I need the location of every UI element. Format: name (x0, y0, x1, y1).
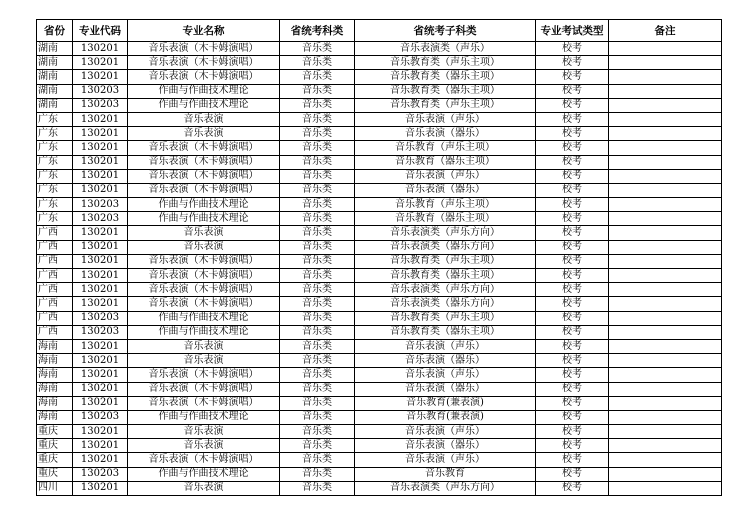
table-row (37, 183, 722, 197)
exam-type-cell: 校考 (536, 169, 609, 183)
major-name-cell: 音乐表演 (128, 439, 280, 453)
province-cell: 海南 (37, 368, 73, 382)
exam-category-cell: 音乐类 (280, 425, 355, 439)
exam-category-cell: 音乐类 (280, 70, 355, 84)
exam-type-cell: 校考 (536, 112, 609, 126)
province-cell: 广东 (37, 198, 73, 212)
major-name-cell: 音乐表演（木卡姆演唱） (128, 169, 280, 183)
province-cell: 广西 (37, 311, 73, 325)
table-row (37, 354, 722, 368)
major-code-cell: 130201 (73, 112, 128, 126)
exam-subcategory-cell: 音乐教育(兼表演) (355, 396, 536, 410)
exam-type-cell: 校考 (536, 382, 609, 396)
remarks-cell (609, 283, 722, 297)
major-code-cell: 130203 (73, 311, 128, 325)
major-code-cell: 130201 (73, 396, 128, 410)
exam-type-cell: 校考 (536, 84, 609, 98)
major-code-cell: 130201 (73, 127, 128, 141)
exam-subcategory-cell: 音乐教育类（声乐主项） (355, 254, 536, 268)
exam-type-cell: 校考 (536, 339, 609, 353)
exam-subcategory-cell: 音乐教育（声乐主项） (355, 198, 536, 212)
exam-subcategory-cell: 音乐教育（器乐主项） (355, 212, 536, 226)
exam-type-cell: 校考 (536, 212, 609, 226)
major-code-cell: 130201 (73, 70, 128, 84)
exam-subcategory-cell: 音乐表演类（声乐方向） (355, 226, 536, 240)
province-cell: 湖南 (37, 42, 73, 56)
remarks-cell (609, 368, 722, 382)
exam-category-cell: 音乐类 (280, 467, 355, 481)
major-code-cell: 130201 (73, 226, 128, 240)
remarks-cell (609, 212, 722, 226)
exam-subcategory-cell: 音乐教育（器乐主项） (355, 155, 536, 169)
exam-type-cell: 校考 (536, 127, 609, 141)
remarks-cell (609, 226, 722, 240)
major-code-cell: 130201 (73, 240, 128, 254)
exam-type-cell: 校考 (536, 467, 609, 481)
exam-category-cell: 音乐类 (280, 198, 355, 212)
exam-type-cell: 校考 (536, 325, 609, 339)
admissions-table (36, 19, 722, 496)
major-name-cell: 作曲与作曲技术理论 (128, 410, 280, 424)
exam-type-cell: 校考 (536, 410, 609, 424)
remarks-cell (609, 254, 722, 268)
major-name-cell: 作曲与作曲技术理论 (128, 311, 280, 325)
major-name-cell: 音乐表演（木卡姆演唱） (128, 283, 280, 297)
table-row (37, 339, 722, 353)
exam-type-cell: 校考 (536, 425, 609, 439)
remarks-cell (609, 425, 722, 439)
remarks-cell (609, 481, 722, 495)
exam-category-cell: 音乐类 (280, 439, 355, 453)
exam-subcategory-cell: 音乐教育 (355, 467, 536, 481)
table-row (37, 169, 722, 183)
exam-type-cell: 校考 (536, 155, 609, 169)
table-row (37, 283, 722, 297)
major-code-cell: 130203 (73, 467, 128, 481)
remarks-cell (609, 42, 722, 56)
exam-type-cell: 校考 (536, 368, 609, 382)
major-name-cell: 音乐表演 (128, 354, 280, 368)
exam-subcategory-cell: 音乐表演类（器乐方向） (355, 240, 536, 254)
major-name-cell: 音乐表演 (128, 425, 280, 439)
exam-category-cell: 音乐类 (280, 84, 355, 98)
exam-category-cell: 音乐类 (280, 56, 355, 70)
province-cell: 重庆 (37, 467, 73, 481)
major-code-cell: 130203 (73, 198, 128, 212)
major-name-cell: 音乐表演（木卡姆演唱） (128, 254, 280, 268)
exam-category-cell: 音乐类 (280, 269, 355, 283)
table-row (37, 382, 722, 396)
table-row (37, 98, 722, 112)
major-name-cell: 作曲与作曲技术理论 (128, 84, 280, 98)
exam-category-cell: 音乐类 (280, 410, 355, 424)
table-row (37, 127, 722, 141)
province-cell: 广东 (37, 155, 73, 169)
exam-subcategory-cell: 音乐表演（声乐） (355, 112, 536, 126)
remarks-cell (609, 467, 722, 481)
table-row (37, 84, 722, 98)
major-name-cell: 音乐表演（木卡姆演唱） (128, 396, 280, 410)
major-name-cell: 作曲与作曲技术理论 (128, 467, 280, 481)
major-name-cell: 作曲与作曲技术理论 (128, 325, 280, 339)
table-row (37, 56, 722, 70)
province-cell: 重庆 (37, 453, 73, 467)
exam-category-cell: 音乐类 (280, 141, 355, 155)
table-row (37, 481, 722, 495)
remarks-cell (609, 84, 722, 98)
header-exam-category: 省统考科类 (280, 20, 355, 42)
major-code-cell: 130201 (73, 453, 128, 467)
major-name-cell: 音乐表演（木卡姆演唱） (128, 42, 280, 56)
remarks-cell (609, 155, 722, 169)
province-cell: 广东 (37, 127, 73, 141)
table-row (37, 311, 722, 325)
major-code-cell: 130201 (73, 42, 128, 56)
table-row (37, 467, 722, 481)
remarks-cell (609, 410, 722, 424)
remarks-cell (609, 169, 722, 183)
major-code-cell: 130201 (73, 269, 128, 283)
major-code-cell: 130201 (73, 254, 128, 268)
table-row (37, 112, 722, 126)
province-cell: 广西 (37, 226, 73, 240)
province-cell: 广西 (37, 269, 73, 283)
major-name-cell: 音乐表演 (128, 127, 280, 141)
exam-category-cell: 音乐类 (280, 453, 355, 467)
major-code-cell: 130201 (73, 155, 128, 169)
remarks-cell (609, 354, 722, 368)
remarks-cell (609, 325, 722, 339)
remarks-cell (609, 56, 722, 70)
major-name-cell: 音乐表演（木卡姆演唱） (128, 70, 280, 84)
major-name-cell: 音乐表演（木卡姆演唱） (128, 155, 280, 169)
remarks-cell (609, 396, 722, 410)
remarks-cell (609, 297, 722, 311)
table-row (37, 212, 722, 226)
province-cell: 海南 (37, 339, 73, 353)
remarks-cell (609, 141, 722, 155)
exam-category-cell: 音乐类 (280, 481, 355, 495)
province-cell: 湖南 (37, 84, 73, 98)
exam-subcategory-cell: 音乐表演（器乐） (355, 354, 536, 368)
province-cell: 四川 (37, 481, 73, 495)
major-code-cell: 130201 (73, 183, 128, 197)
province-cell: 广东 (37, 183, 73, 197)
table-row (37, 439, 722, 453)
table-row (37, 198, 722, 212)
table-row (37, 141, 722, 155)
table-row (37, 240, 722, 254)
exam-subcategory-cell: 音乐表演（声乐） (355, 169, 536, 183)
province-cell: 广东 (37, 212, 73, 226)
table-row (37, 325, 722, 339)
exam-category-cell: 音乐类 (280, 127, 355, 141)
major-code-cell: 130201 (73, 439, 128, 453)
exam-category-cell: 音乐类 (280, 283, 355, 297)
header-remarks: 备注 (609, 20, 722, 42)
major-code-cell: 130201 (73, 283, 128, 297)
table-row (37, 70, 722, 84)
province-cell: 广西 (37, 254, 73, 268)
table-row (37, 42, 722, 56)
exam-type-cell: 校考 (536, 183, 609, 197)
major-name-cell: 音乐表演（木卡姆演唱） (128, 297, 280, 311)
major-name-cell: 音乐表演 (128, 240, 280, 254)
exam-type-cell: 校考 (536, 269, 609, 283)
header-exam-subcategory: 省统考子科类 (355, 20, 536, 42)
remarks-cell (609, 269, 722, 283)
major-code-cell: 130201 (73, 382, 128, 396)
exam-type-cell: 校考 (536, 226, 609, 240)
exam-type-cell: 校考 (536, 56, 609, 70)
major-name-cell: 音乐表演 (128, 481, 280, 495)
province-cell: 重庆 (37, 425, 73, 439)
remarks-cell (609, 339, 722, 353)
remarks-cell (609, 382, 722, 396)
province-cell: 湖南 (37, 98, 73, 112)
exam-subcategory-cell: 音乐教育（声乐主项） (355, 141, 536, 155)
province-cell: 海南 (37, 410, 73, 424)
exam-category-cell: 音乐类 (280, 226, 355, 240)
exam-type-cell: 校考 (536, 254, 609, 268)
exam-type-cell: 校考 (536, 297, 609, 311)
province-cell: 广西 (37, 283, 73, 297)
province-cell: 海南 (37, 382, 73, 396)
province-cell: 广东 (37, 112, 73, 126)
exam-subcategory-cell: 音乐教育类（器乐主项） (355, 70, 536, 84)
exam-category-cell: 音乐类 (280, 297, 355, 311)
header-major-name: 专业名称 (128, 20, 280, 42)
exam-category-cell: 音乐类 (280, 254, 355, 268)
exam-category-cell: 音乐类 (280, 240, 355, 254)
table-row (37, 453, 722, 467)
exam-subcategory-cell: 音乐教育类（声乐主项） (355, 98, 536, 112)
exam-type-cell: 校考 (536, 141, 609, 155)
major-code-cell: 130203 (73, 212, 128, 226)
major-name-cell: 音乐表演（木卡姆演唱） (128, 269, 280, 283)
exam-subcategory-cell: 音乐教育类（声乐主项） (355, 311, 536, 325)
exam-subcategory-cell: 音乐表演类（器乐方向） (355, 297, 536, 311)
major-name-cell: 音乐表演 (128, 226, 280, 240)
exam-category-cell: 音乐类 (280, 183, 355, 197)
exam-subcategory-cell: 音乐表演（器乐） (355, 439, 536, 453)
exam-type-cell: 校考 (536, 283, 609, 297)
remarks-cell (609, 240, 722, 254)
province-cell: 重庆 (37, 439, 73, 453)
province-cell: 海南 (37, 396, 73, 410)
major-code-cell: 130201 (73, 354, 128, 368)
exam-type-cell: 校考 (536, 42, 609, 56)
major-code-cell: 130201 (73, 368, 128, 382)
major-name-cell: 音乐表演（木卡姆演唱） (128, 56, 280, 70)
exam-category-cell: 音乐类 (280, 212, 355, 226)
header-exam-type: 专业考试类型 (536, 20, 609, 42)
table-row (37, 410, 722, 424)
exam-subcategory-cell: 音乐教育类（器乐主项） (355, 84, 536, 98)
major-code-cell: 130201 (73, 481, 128, 495)
exam-type-cell: 校考 (536, 396, 609, 410)
exam-subcategory-cell: 音乐表演（器乐） (355, 127, 536, 141)
exam-subcategory-cell: 音乐表演类（声乐） (355, 42, 536, 56)
major-code-cell: 130203 (73, 325, 128, 339)
major-name-cell: 音乐表演 (128, 339, 280, 353)
exam-category-cell: 音乐类 (280, 396, 355, 410)
exam-subcategory-cell: 音乐表演类（声乐方向） (355, 283, 536, 297)
exam-type-cell: 校考 (536, 311, 609, 325)
province-cell: 广东 (37, 141, 73, 155)
exam-category-cell: 音乐类 (280, 311, 355, 325)
exam-subcategory-cell: 音乐教育(兼表演) (355, 410, 536, 424)
exam-category-cell: 音乐类 (280, 98, 355, 112)
remarks-cell (609, 183, 722, 197)
exam-type-cell: 校考 (536, 98, 609, 112)
remarks-cell (609, 453, 722, 467)
major-name-cell: 音乐表演（木卡姆演唱） (128, 368, 280, 382)
major-code-cell: 130201 (73, 169, 128, 183)
major-code-cell: 130203 (73, 84, 128, 98)
major-name-cell: 音乐表演（木卡姆演唱） (128, 453, 280, 467)
major-code-cell: 130201 (73, 339, 128, 353)
table-row (37, 155, 722, 169)
exam-subcategory-cell: 音乐教育类（声乐主项） (355, 56, 536, 70)
exam-category-cell: 音乐类 (280, 325, 355, 339)
remarks-cell (609, 98, 722, 112)
major-name-cell: 音乐表演（木卡姆演唱） (128, 183, 280, 197)
exam-category-cell: 音乐类 (280, 339, 355, 353)
exam-category-cell: 音乐类 (280, 382, 355, 396)
header-major-code: 专业代码 (73, 20, 128, 42)
exam-subcategory-cell: 音乐表演（器乐） (355, 183, 536, 197)
exam-type-cell: 校考 (536, 354, 609, 368)
exam-category-cell: 音乐类 (280, 155, 355, 169)
province-cell: 广西 (37, 325, 73, 339)
exam-type-cell: 校考 (536, 198, 609, 212)
remarks-cell (609, 127, 722, 141)
remarks-cell (609, 198, 722, 212)
major-name-cell: 音乐表演（木卡姆演唱） (128, 141, 280, 155)
table-row (37, 368, 722, 382)
exam-subcategory-cell: 音乐表演（声乐） (355, 453, 536, 467)
province-cell: 海南 (37, 354, 73, 368)
major-code-cell: 130203 (73, 410, 128, 424)
province-cell: 湖南 (37, 56, 73, 70)
major-code-cell: 130201 (73, 141, 128, 155)
remarks-cell (609, 311, 722, 325)
province-cell: 广西 (37, 240, 73, 254)
major-name-cell: 作曲与作曲技术理论 (128, 212, 280, 226)
remarks-cell (609, 439, 722, 453)
exam-category-cell: 音乐类 (280, 354, 355, 368)
province-cell: 广西 (37, 297, 73, 311)
major-name-cell: 音乐表演 (128, 112, 280, 126)
exam-category-cell: 音乐类 (280, 368, 355, 382)
major-code-cell: 130201 (73, 56, 128, 70)
exam-type-cell: 校考 (536, 439, 609, 453)
remarks-cell (609, 112, 722, 126)
remarks-cell (609, 70, 722, 84)
table-row (37, 425, 722, 439)
exam-type-cell: 校考 (536, 453, 609, 467)
exam-type-cell: 校考 (536, 240, 609, 254)
exam-subcategory-cell: 音乐表演（器乐） (355, 382, 536, 396)
major-code-cell: 130201 (73, 425, 128, 439)
exam-subcategory-cell: 音乐表演（声乐） (355, 425, 536, 439)
table-body (37, 42, 722, 496)
exam-type-cell: 校考 (536, 70, 609, 84)
major-name-cell: 作曲与作曲技术理论 (128, 198, 280, 212)
major-code-cell: 130201 (73, 297, 128, 311)
table-row (37, 269, 722, 283)
table-row (37, 254, 722, 268)
exam-subcategory-cell: 音乐表演（声乐） (355, 368, 536, 382)
exam-category-cell: 音乐类 (280, 112, 355, 126)
header-province: 省份 (37, 20, 73, 42)
exam-subcategory-cell: 音乐表演（声乐） (355, 339, 536, 353)
major-name-cell: 音乐表演（木卡姆演唱） (128, 382, 280, 396)
table-row (37, 226, 722, 240)
table-row (37, 396, 722, 410)
exam-subcategory-cell: 音乐教育类（器乐主项） (355, 325, 536, 339)
exam-category-cell: 音乐类 (280, 169, 355, 183)
province-cell: 湖南 (37, 70, 73, 84)
province-cell: 广东 (37, 169, 73, 183)
exam-type-cell: 校考 (536, 481, 609, 495)
major-code-cell: 130203 (73, 98, 128, 112)
exam-subcategory-cell: 音乐教育类（器乐主项） (355, 269, 536, 283)
major-name-cell: 作曲与作曲技术理论 (128, 98, 280, 112)
table-row (37, 297, 722, 311)
header-row (37, 20, 722, 42)
exam-category-cell: 音乐类 (280, 42, 355, 56)
exam-subcategory-cell: 音乐表演类（声乐方向） (355, 481, 536, 495)
